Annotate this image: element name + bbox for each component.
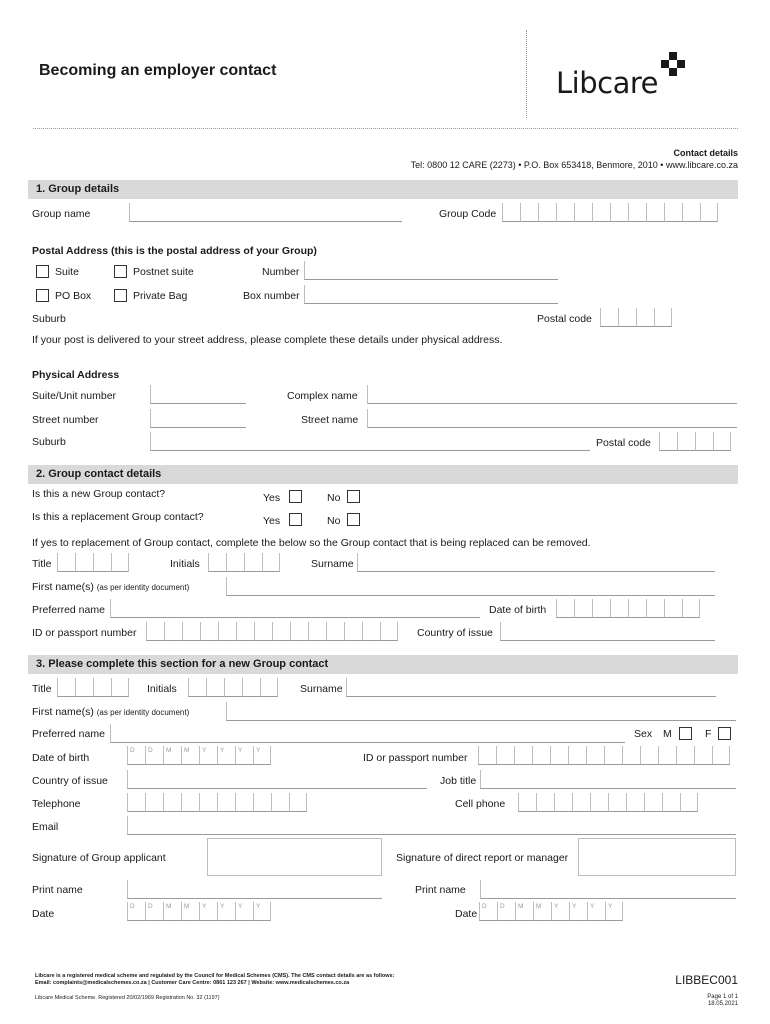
email-field[interactable] bbox=[127, 816, 736, 835]
logo-mark-icon bbox=[658, 52, 692, 86]
date-hint-m2: M bbox=[181, 902, 199, 921]
header-divider bbox=[33, 128, 738, 129]
sex-f-label: F bbox=[705, 728, 712, 740]
suite-unit-label: Suite/Unit number bbox=[32, 390, 117, 402]
suburb2-field[interactable] bbox=[150, 432, 590, 451]
title3-label: Title bbox=[32, 683, 52, 695]
private-bag-label: Private Bag bbox=[133, 290, 188, 302]
po-box-checkbox[interactable] bbox=[36, 289, 49, 302]
no1-label: No bbox=[327, 492, 341, 504]
preferred-name-field[interactable] bbox=[110, 599, 480, 618]
suburb2-label: Suburb bbox=[32, 436, 66, 448]
box-number-field[interactable] bbox=[304, 285, 558, 304]
street-delivery-note: If your post is delivered to your street address, please complete these details under physical address. bbox=[32, 334, 503, 346]
first-names3-text: First name(s) bbox=[32, 706, 94, 718]
dob3-hint-y3: Y bbox=[235, 746, 253, 765]
country3-label: Country of issue bbox=[32, 775, 108, 787]
first-names3-label bbox=[32, 706, 189, 718]
sex-m-checkbox[interactable] bbox=[679, 727, 692, 740]
section1-header bbox=[28, 180, 738, 199]
date-label: Date bbox=[32, 908, 55, 920]
title-field[interactable] bbox=[57, 553, 129, 572]
group-name-label: Group name bbox=[32, 208, 91, 220]
first-names-label bbox=[32, 581, 189, 593]
date2-hint-y3: Y bbox=[587, 902, 605, 921]
group-code-field[interactable] bbox=[502, 203, 718, 222]
libcare-logo bbox=[556, 52, 696, 98]
new-contact-question: Is this a new Group contact? bbox=[32, 488, 166, 500]
surname-label: Surname bbox=[311, 558, 354, 570]
street-number-field[interactable] bbox=[150, 409, 246, 428]
country-issue-field[interactable] bbox=[500, 622, 715, 641]
street-name-field[interactable] bbox=[367, 409, 737, 428]
cell-phone-label: Cell phone bbox=[455, 798, 506, 810]
complex-field[interactable] bbox=[367, 385, 737, 404]
initials3-field[interactable] bbox=[188, 678, 278, 697]
id-doc3-hint: (as per identity document) bbox=[96, 708, 190, 717]
footer-registration: Libcare Medical Scheme. Registered 20/02/1969 Registration No. 32 (1197) bbox=[35, 995, 220, 1001]
initials3-label: Initials bbox=[147, 683, 177, 695]
dob3-hint-d1: D bbox=[127, 746, 145, 765]
id-passport3-label: ID or passport number bbox=[363, 752, 468, 764]
footer-line1: Libcare is a registered medical scheme and regulated by the Council for Medical Schemes (CMS). The CMS contact details are as follows: bbox=[35, 973, 395, 979]
yes1-label: Yes bbox=[263, 492, 281, 504]
sig-applicant-label: Signature of Group applicant bbox=[32, 852, 166, 864]
telephone-label: Telephone bbox=[32, 798, 81, 810]
contact-line: Tel: 0800 12 CARE (2273) • P.O. Box 653418, Benmore, 2010 • www.libcare.co.za bbox=[410, 160, 738, 170]
date2-hint-d1: D bbox=[479, 902, 497, 921]
surname3-label: Surname bbox=[300, 683, 343, 695]
date-hint-y2: Y bbox=[217, 902, 235, 921]
physical-heading: Physical Address bbox=[32, 369, 120, 381]
title3-field[interactable] bbox=[57, 678, 129, 697]
dob3-hint-y4: Y bbox=[253, 746, 271, 765]
page-number: Page 1 of 1 bbox=[707, 994, 738, 1000]
id-passport-field[interactable] bbox=[146, 622, 398, 641]
title-label: Title bbox=[32, 558, 52, 570]
replacement-question: Is this a replacement Group contact? bbox=[32, 511, 204, 523]
date2-hint-y4: Y bbox=[605, 902, 623, 921]
date2-field[interactable] bbox=[479, 902, 623, 921]
dob-field[interactable] bbox=[556, 599, 700, 618]
date-hint-d1: D bbox=[127, 902, 145, 921]
section2-header bbox=[28, 465, 738, 484]
telephone-field[interactable] bbox=[127, 793, 307, 812]
dob3-field[interactable] bbox=[127, 746, 271, 765]
section1-title: 1. Group details bbox=[36, 183, 120, 195]
dob3-hint-y1: Y bbox=[199, 746, 217, 765]
postal-code2-field[interactable] bbox=[659, 432, 731, 451]
date2-hint-y2: Y bbox=[569, 902, 587, 921]
yes1-checkbox[interactable] bbox=[289, 490, 302, 503]
group-code-label: Group Code bbox=[439, 208, 497, 220]
country-issue-label: Country of issue bbox=[417, 627, 493, 639]
print-name2-field[interactable] bbox=[480, 880, 736, 899]
country3-field[interactable] bbox=[127, 770, 427, 789]
suite-unit-field[interactable] bbox=[150, 385, 246, 404]
id-passport-label: ID or passport number bbox=[32, 627, 137, 639]
id-doc-hint: (as per identity document) bbox=[96, 583, 190, 592]
sig-applicant-box[interactable] bbox=[207, 838, 382, 876]
number-field[interactable] bbox=[304, 261, 558, 280]
email-label: Email bbox=[32, 821, 59, 833]
id-passport3-field[interactable] bbox=[478, 746, 730, 765]
first-names-text: First name(s) bbox=[32, 581, 94, 593]
preferred3-label: Preferred name bbox=[32, 728, 105, 740]
suburb-label: Suburb bbox=[32, 313, 66, 325]
print-name-label: Print name bbox=[32, 884, 83, 896]
date2-label: Date bbox=[455, 908, 478, 920]
print-name-field[interactable] bbox=[127, 880, 382, 899]
sig-report-label: Signature of direct report or manager bbox=[396, 852, 569, 864]
initials-label: Initials bbox=[170, 558, 200, 570]
postal-heading: Postal Address (this is the postal address of your Group) bbox=[32, 245, 317, 257]
initials-field[interactable] bbox=[208, 553, 280, 572]
sex-label: Sex bbox=[634, 728, 653, 740]
vertical-divider bbox=[526, 30, 527, 118]
form-code: LIBBEC001 bbox=[675, 973, 738, 987]
date-hint-d2: D bbox=[145, 902, 163, 921]
dob-label: Date of birth bbox=[489, 604, 547, 616]
section3-header bbox=[28, 655, 738, 674]
street-number-label: Street number bbox=[32, 414, 99, 426]
group-name-field[interactable] bbox=[129, 203, 402, 222]
date-hint-y4: Y bbox=[253, 902, 271, 921]
date-hint-m1: M bbox=[163, 902, 181, 921]
postal-code-label: Postal code bbox=[537, 313, 592, 325]
no1-checkbox[interactable] bbox=[347, 490, 360, 503]
date-field[interactable] bbox=[127, 902, 271, 921]
date2-hint-m2: M bbox=[533, 902, 551, 921]
suite-label: Suite bbox=[55, 266, 79, 278]
suite-checkbox[interactable] bbox=[36, 265, 49, 278]
sig-report-box[interactable] bbox=[578, 838, 736, 876]
number-label: Number bbox=[262, 266, 300, 278]
dob3-hint-y2: Y bbox=[217, 746, 235, 765]
section2-title: 2. Group contact details bbox=[36, 468, 162, 480]
date-hint-y1: Y bbox=[199, 902, 217, 921]
preferred3-field[interactable] bbox=[110, 724, 625, 743]
job-title-label: Job title bbox=[440, 775, 477, 787]
surname3-field[interactable] bbox=[346, 678, 716, 697]
surname-field[interactable] bbox=[357, 553, 715, 572]
page-title: Becoming an employer contact bbox=[39, 62, 277, 79]
yes2-checkbox[interactable] bbox=[289, 513, 302, 526]
date2-hint-m1: M bbox=[515, 902, 533, 921]
date-hint-y3: Y bbox=[235, 902, 253, 921]
footer-line2: Email: complaints@medicalschemes.co.za | Customer Care Centre: 0861 123 267 | Website: www.medicalschemes.co.za bbox=[35, 980, 350, 986]
logo-text: Libcare bbox=[556, 66, 658, 100]
postnet-label: Postnet suite bbox=[133, 266, 194, 278]
complex-label: Complex name bbox=[287, 390, 358, 402]
first-names-field[interactable] bbox=[226, 577, 715, 596]
job-title-field[interactable] bbox=[480, 770, 736, 789]
postal-code-field[interactable] bbox=[600, 308, 672, 327]
cell-phone-field[interactable] bbox=[518, 793, 698, 812]
yes2-label: Yes bbox=[263, 515, 281, 527]
private-bag-checkbox[interactable] bbox=[114, 289, 127, 302]
first-names3-field[interactable] bbox=[226, 702, 736, 721]
box-number-label: Box number bbox=[243, 290, 300, 302]
po-box-label: PO Box bbox=[55, 290, 92, 302]
form-date: 18.05.2021 bbox=[707, 1001, 738, 1007]
dob3-hint-m1: M bbox=[163, 746, 181, 765]
replacement-note: If yes to replacement of Group contact, complete the below so the Group contact that is being replaced can be removed. bbox=[32, 537, 591, 549]
sex-f-checkbox[interactable] bbox=[718, 727, 731, 740]
section3-title: 3. Please complete this section for a new Group contact bbox=[36, 658, 329, 670]
print-name2-label: Print name bbox=[415, 884, 466, 896]
no2-label: No bbox=[327, 515, 341, 527]
date2-hint-y1: Y bbox=[551, 902, 569, 921]
dob3-label: Date of birth bbox=[32, 752, 90, 764]
street-name-label: Street name bbox=[301, 414, 359, 426]
dob3-hint-m2: M bbox=[181, 746, 199, 765]
postal-code2-label: Postal code bbox=[596, 437, 651, 449]
contact-heading: Contact details bbox=[673, 148, 738, 158]
sex-m-label: M bbox=[663, 728, 672, 740]
postnet-checkbox[interactable] bbox=[114, 265, 127, 278]
date2-hint-d2: D bbox=[497, 902, 515, 921]
dob3-hint-d2: D bbox=[145, 746, 163, 765]
preferred-name-label: Preferred name bbox=[32, 604, 105, 616]
no2-checkbox[interactable] bbox=[347, 513, 360, 526]
